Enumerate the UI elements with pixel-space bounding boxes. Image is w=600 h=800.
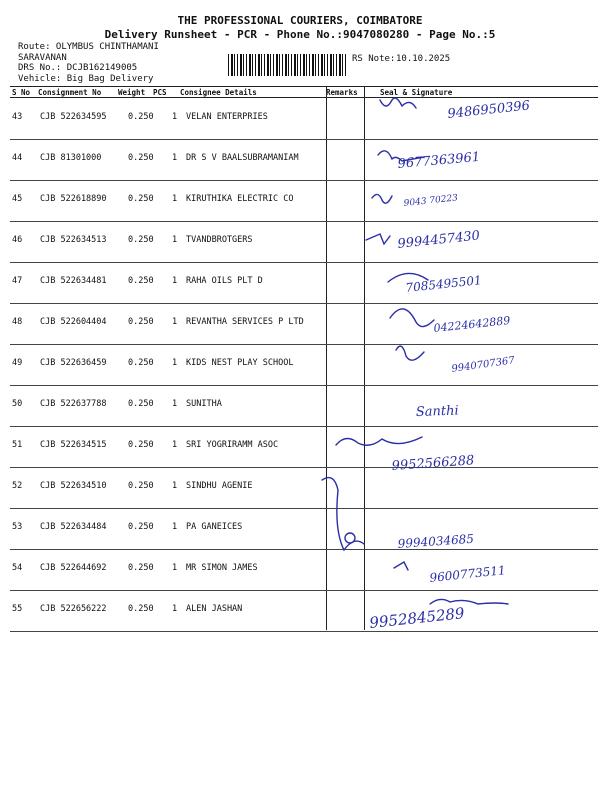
drs-number: DRS No.: DCJB162149005 (18, 63, 138, 73)
row-divider (10, 631, 598, 632)
pieces: 1 (172, 440, 178, 450)
consignment-number: CJB 522634595 (40, 112, 107, 122)
consignee-name: REVANTHA SERVICES P LTD (186, 317, 304, 327)
runsheet-date: 10.10.2025 (396, 54, 451, 64)
table-row (0, 221, 600, 262)
consignment-number: CJB 522634510 (40, 481, 107, 491)
vehicle: Vehicle: Big Bag Delivery (18, 74, 154, 84)
table-row (0, 262, 600, 303)
sig-54: 9600773511 (428, 563, 507, 585)
table-row (0, 98, 600, 139)
sig-47: 7085495501 (404, 273, 483, 295)
pieces: 1 (172, 112, 178, 122)
consignee-name: SRI YOGRIRAMM ASOC (186, 440, 279, 450)
sig-46: 9994457430 (396, 228, 481, 252)
table-row (0, 467, 600, 508)
table-row (0, 508, 600, 549)
table-row (0, 139, 600, 180)
table-row (0, 426, 600, 467)
weight: 0.250 (128, 604, 154, 614)
weight: 0.250 (128, 481, 154, 491)
weight: 0.250 (128, 317, 154, 327)
serial-number: 48 (12, 317, 23, 327)
pieces: 1 (172, 276, 178, 286)
consignment-number: CJB 522618890 (40, 194, 107, 204)
serial-number: 51 (12, 440, 23, 450)
consignee-name: RAHA OILS PLT D (186, 276, 263, 286)
col-weight: Weight (118, 88, 146, 97)
weight: 0.250 (128, 194, 154, 204)
serial-number: 46 (12, 235, 23, 245)
sig-48: 04224642889 (432, 314, 511, 335)
consignee-name: SINDHU AGENIE (186, 481, 253, 491)
consignee-name: ALEN JASHAN (186, 604, 243, 614)
route: Route: OLYMBUS CHINTHAMANI (18, 42, 159, 52)
sig-50: Santhi (415, 403, 459, 420)
table-row (0, 590, 600, 631)
pieces: 1 (172, 153, 178, 163)
company-name: THE PROFESSIONAL COURIERS, COIMBATORE (177, 14, 423, 27)
table-row (0, 549, 600, 590)
runsheet-subtitle: Delivery Runsheet - PCR - Phone No.:9047080280 - Page No.:5 (104, 28, 496, 41)
sig-45: 9043 70223 (403, 193, 459, 209)
consignment-number: CJB 522634484 (40, 522, 107, 532)
col-remarks: Remarks (326, 88, 358, 97)
pieces: 1 (172, 235, 178, 245)
sig-51: 9952566288 (391, 453, 475, 474)
consignment-number: CJB 81301000 (40, 153, 102, 163)
consignee-name: KIRUTHIKA ELECTRIC CO (186, 194, 294, 204)
consignee-name: VELAN ENTERPRIES (186, 112, 268, 122)
col-consignment: Consignment No (38, 88, 102, 97)
consignment-number: CJB 522644692 (40, 563, 107, 573)
sig-53: 9994034685 (397, 531, 475, 551)
consignee-name: TVANDBROTGERS (186, 235, 253, 245)
weight: 0.250 (128, 235, 154, 245)
pieces: 1 (172, 194, 178, 204)
serial-number: 47 (12, 276, 23, 286)
table-row (0, 385, 600, 426)
weight: 0.250 (128, 112, 154, 122)
consignee-name: SUNITHA (186, 399, 222, 409)
pieces: 1 (172, 358, 178, 368)
consignment-number: CJB 522636459 (40, 358, 107, 368)
weight: 0.250 (128, 440, 154, 450)
pieces: 1 (172, 604, 178, 614)
consignee-name: KIDS NEST PLAY SCHOOL (186, 358, 294, 368)
serial-number: 49 (12, 358, 23, 368)
pieces: 1 (172, 399, 178, 409)
col-pcs: PCS (153, 88, 167, 97)
consignment-number: CJB 522604404 (40, 317, 107, 327)
weight: 0.250 (128, 563, 154, 573)
sig-44: 9677363961 (397, 149, 481, 172)
consignee-name: PA GANEICES (186, 522, 243, 532)
col-consignee: Consignee Details (180, 88, 257, 97)
consignment-number: CJB 522637788 (40, 399, 107, 409)
table-row (0, 303, 600, 344)
staff-name: SARAVANAN (18, 53, 67, 63)
consignment-number: CJB 522656222 (40, 604, 107, 614)
weight: 0.250 (128, 399, 154, 409)
pieces: 1 (172, 522, 178, 532)
weight: 0.250 (128, 276, 154, 286)
sig-43: 9486950396 (446, 98, 531, 122)
weight: 0.250 (128, 358, 154, 368)
serial-number: 55 (12, 604, 23, 614)
consignment-number: CJB 522634481 (40, 276, 107, 286)
weight: 0.250 (128, 522, 154, 532)
consignee-name: DR S V BAALSUBRAMANIAM (186, 153, 299, 163)
weight: 0.250 (128, 153, 154, 163)
consignment-number: CJB 522634513 (40, 235, 107, 245)
table-row (0, 180, 600, 221)
pieces: 1 (172, 481, 178, 491)
serial-number: 45 (12, 194, 23, 204)
sig-55: 9952845289 (368, 604, 466, 632)
serial-number: 54 (12, 563, 23, 573)
pieces: 1 (172, 563, 178, 573)
serial-number: 52 (12, 481, 23, 491)
table-top-rule (10, 86, 598, 87)
serial-number: 43 (12, 112, 23, 122)
barcode (228, 54, 346, 76)
pieces: 1 (172, 317, 178, 327)
rs-note: RS Note: (352, 54, 396, 64)
serial-number: 44 (12, 153, 23, 163)
consignee-name: MR SIMON JAMES (186, 563, 258, 573)
serial-number: 53 (12, 522, 23, 532)
col-sno: S No (12, 88, 31, 97)
consignment-number: CJB 522634515 (40, 440, 107, 450)
sig-49: 9940707367 (450, 355, 516, 375)
serial-number: 50 (12, 399, 23, 409)
table-row (0, 344, 600, 385)
col-signature: Seal & Signature (380, 88, 453, 97)
